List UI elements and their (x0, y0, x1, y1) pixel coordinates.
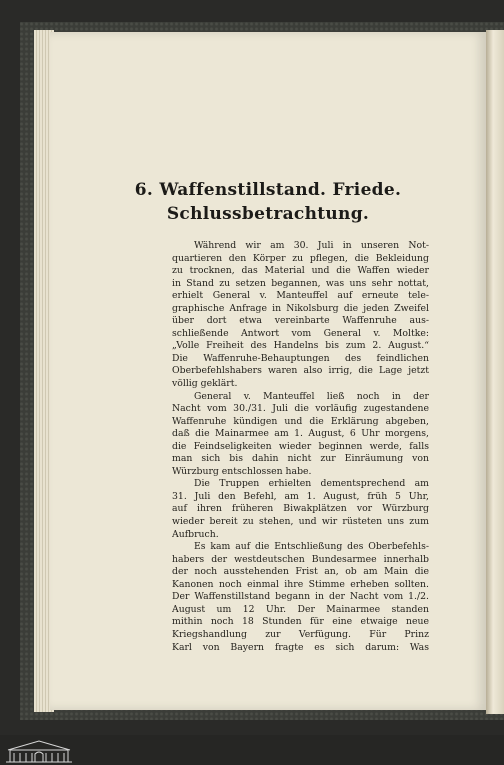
text-line: Es kam auf die Entschließung des Oberbefehls- (194, 541, 429, 553)
text-line: Kanonen noch einmal ihre Stimme erheben sollten. (172, 578, 429, 590)
text-line: Aufbruch. (172, 528, 219, 540)
paragraph-1 (172, 240, 429, 391)
text-line: Der Waffenstillstand begann in der Nacht vom 1./2. (172, 591, 429, 603)
chapter-subtitle: Schlussbetrachtung. (166, 204, 370, 224)
text-line: Kriegshandlung zur Verfügung. Für Prinz (172, 628, 429, 640)
book-gutter (486, 30, 504, 714)
text-line: schließende Antwort vom General v. Moltke: (172, 327, 429, 339)
text-line: Die Truppen erhielten dementsprechend am (194, 478, 429, 490)
text-line: Karl von Bayern fragte es sich darum: Was (172, 641, 429, 653)
book-page (50, 32, 486, 710)
body-text (172, 240, 429, 654)
text-line: „Volle Freiheit des Handelns bis zum 2. August.“ (172, 340, 429, 352)
text-line: der noch ausstehenden Frist an, ob am Main die (172, 566, 429, 578)
chapter-title: 6. Waffenstillstand. Friede. (134, 180, 402, 200)
text-line: Während wir am 30. Juli in unseren Not- (194, 240, 429, 251)
text-line: 31. Juli den Befehl, am 1. August, früh 5 Uhr, (172, 490, 429, 502)
text-line: August um 12 Uhr. Der Mainarmee standen (172, 603, 429, 615)
text-line: Waffenruhe kündigen und die Erklärung abgeben, (172, 415, 429, 427)
text-line: Nacht vom 30./31. Juli die vorläufig zugestandene (172, 403, 429, 415)
text-line: erhielt General v. Manteuffel auf erneute tele- (172, 290, 429, 302)
text-line: Oberbefehlshabers waren also irrig, die Lage jetzt (172, 365, 429, 377)
text-line: Würzburg entschlossen habe. (172, 465, 312, 477)
library-logo-icon (4, 738, 74, 764)
viewer-footer (0, 735, 504, 765)
text-line: auf ihren früheren Biwakplätzen vor Würzburg (172, 503, 429, 515)
text-line: General v. Manteuffel ließ noch in der (194, 390, 429, 402)
paragraph-4 (172, 541, 429, 654)
text-line: zu trocknen, das Material und die Waffen wieder (172, 265, 429, 277)
text-line: über dort etwa vereinbarte Waffenruhe aus- (172, 315, 429, 327)
paragraph-2 (172, 391, 429, 479)
text-line: völlig geklärt. (172, 378, 238, 390)
text-line: wieder bereit zu stehen, und wir rüsteten uns zum (172, 516, 429, 528)
text-line: mithin noch 18 Stunden für eine etwaige neue (172, 616, 429, 628)
text-line: in Stand zu setzen begannen, was uns sehr nottat, (172, 277, 429, 289)
text-line: die Feindseligkeiten wieder beginnen werde, falls (172, 440, 429, 452)
text-line: quartieren den Körper zu pflegen, die Bekleidung (172, 252, 429, 264)
paragraph-3 (172, 478, 429, 541)
text-line: habers der westdeutschen Bundesarmee innerhalb (172, 553, 429, 565)
text-line: Die Waffenruhe-Behauptungen des feindlichen (172, 352, 429, 364)
text-line: daß die Mainarmee am 1. August, 6 Uhr morgens, (172, 428, 429, 440)
text-line: man sich bis dahin nicht zur Einräumung von (172, 453, 429, 465)
text-line: graphische Anfrage in Nikolsburg die jeden Zweifel (172, 302, 429, 314)
